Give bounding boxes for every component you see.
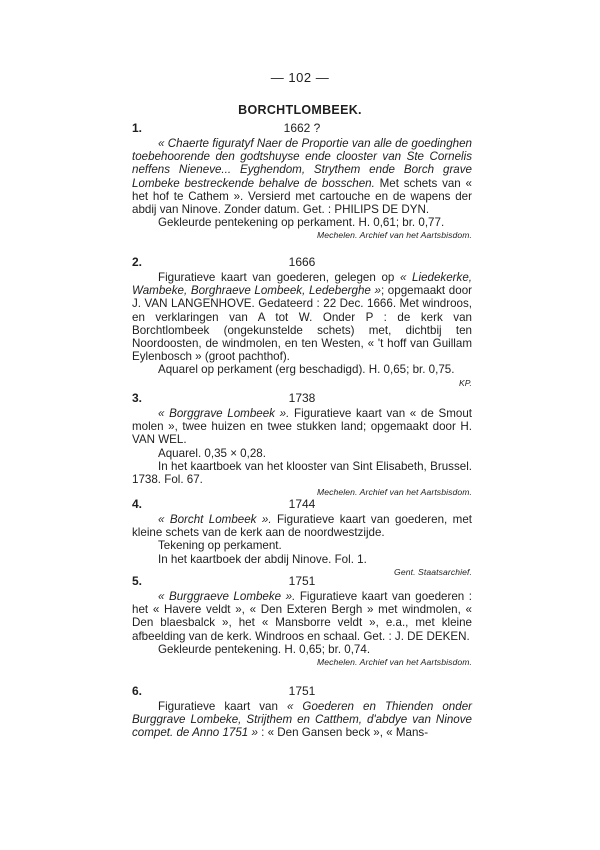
page-title: BORCHTLOMBEEK.	[238, 103, 362, 117]
entry-year: 1738	[288, 391, 316, 405]
catalog-entry	[132, 121, 472, 241]
entry-source: Gent. Staatsarchief.	[394, 566, 472, 577]
entry-title-italic: « Borcht Lombeek ».	[158, 513, 272, 526]
entry-description	[132, 590, 472, 643]
entry-description	[132, 271, 472, 363]
entry-header	[132, 684, 472, 700]
entry-description	[132, 407, 472, 447]
entry-year: 1666	[288, 255, 316, 269]
entry-title-italic: « Chaerte figuratyf Naer de Proportie van alle de goedinghen toebehoorende den godtshuyse ende clooster van Ste Cornelis neffens Nieneve... Eyghendom, Strythem ende Borch grave Lombeke bestreckende behalve de bosschen.	[132, 137, 472, 190]
entry-description	[132, 513, 472, 539]
page-number: — 102 —	[270, 70, 330, 85]
entry-header	[132, 255, 472, 271]
entry-description-rest: Figuratieve kaart van goederen, met kleine schets van de kerk aan de noordwestzijde.	[132, 513, 472, 540]
entry-medium: Gekleurde pentekening op perkament. H. 0,61; br. 0,77.	[158, 216, 445, 230]
catalog-entry	[132, 574, 472, 668]
entry-description-pre: Figuratieve kaart van	[158, 700, 287, 713]
entry-title-italic: « Goederen en Thienden onder Burggrave Lombeke, Strijthem en Catthem, d'abdye van Ninove compet. de Anno 1751 »	[132, 700, 472, 740]
entry-number: 2.	[132, 255, 143, 269]
entry-header	[132, 497, 472, 513]
entry-header	[132, 391, 472, 407]
catalog-entry	[132, 684, 472, 740]
entry-source: KP.	[458, 377, 472, 388]
entry-number: 1.	[132, 121, 143, 135]
entry-number: 3.	[132, 391, 143, 405]
entry-year: 1751	[288, 684, 316, 698]
entry-description-pre: Figuratieve kaart van goederen, gelegen op	[158, 271, 400, 284]
entry-source: Mechelen. Archief van het Aartsbisdom.	[316, 230, 472, 241]
entry-header	[132, 574, 472, 590]
entry-description	[132, 137, 472, 216]
entry-title-italic: « Burggraeve Lombeke ».	[158, 590, 296, 603]
catalog-entry	[132, 391, 472, 498]
entry-medium: Tekening op perkament.	[158, 539, 282, 553]
entry-header	[132, 121, 472, 137]
entry-medium: Gekleurde pentekening. H. 0,65; br. 0,74.	[158, 642, 371, 656]
entry-source: Mechelen. Archief van het Aartsbisdom.	[316, 657, 472, 668]
entry-number: 5.	[132, 574, 143, 588]
entry-note: In het kaartboek van het klooster van Sint Elisabeth, Brussel. 1738. Fol. 67.	[132, 459, 472, 487]
entry-description-rest: Met schets van « het hof te Cathem ». Versierd met cartouche en de wapens der abdij van Ninove. Zonder datum. Get. : PHILIPS DE DYN.	[132, 176, 472, 217]
catalog-entry	[132, 255, 472, 389]
entry-number: 6.	[132, 684, 143, 698]
entry-description	[132, 700, 472, 740]
entry-year: 1744	[288, 497, 316, 511]
entry-number: 4.	[132, 497, 143, 511]
entry-year: 1662 ?	[283, 121, 321, 135]
entry-title-italic: « Liedekerke, Wambeke, Borghraeve Lombeek, Ledeberghe »	[132, 271, 473, 298]
entry-title-italic: « Borggrave Lombeek ».	[158, 407, 290, 420]
entry-medium: Aquarel. 0,35 × 0,28.	[158, 446, 266, 460]
entry-description-rest: Figuratieve kaart van « de Smout molen », twee huizen en twee stukken land; opgemaakt door H. VAN WEL.	[132, 407, 472, 447]
entry-description-rest: Figuratieve kaart van goederen : het « Havere veldt », « Den Exteren Bergh » met windmolen, « Den blaesbalck », het « Mansborre veldt », e.a., met kleine afbeelding van de kerk. Windroos en schaal. Get. : J. DE DEKEN.	[132, 590, 472, 643]
catalog-entry	[132, 497, 472, 578]
entry-description-rest: ; opgemaakt door J. VAN LANGENHOVE. Gedateerd : 22 Dec. 1666. Met windroos, en verklaringen van A tot W. Onder P : de kerk van Borchtlombeek (ongekunstelde schets) met, dichtbij ten Noordoosten, de windmolen, en ten Westen, « 't hoff van Guillam Eylenbosch » (groot pachthof).	[132, 284, 472, 364]
entry-description-rest: : « Den Gansen beck », « Mans-	[257, 726, 429, 740]
entry-year: 1751	[288, 574, 316, 588]
entry-source: Mechelen. Archief van het Aartsbisdom.	[316, 487, 472, 498]
entry-medium: Aquarel op perkament (erg beschadigd). H. 0,65; br. 0,75.	[158, 363, 455, 377]
entry-note: In het kaartboek der abdij Ninove. Fol. 1.	[158, 552, 367, 566]
